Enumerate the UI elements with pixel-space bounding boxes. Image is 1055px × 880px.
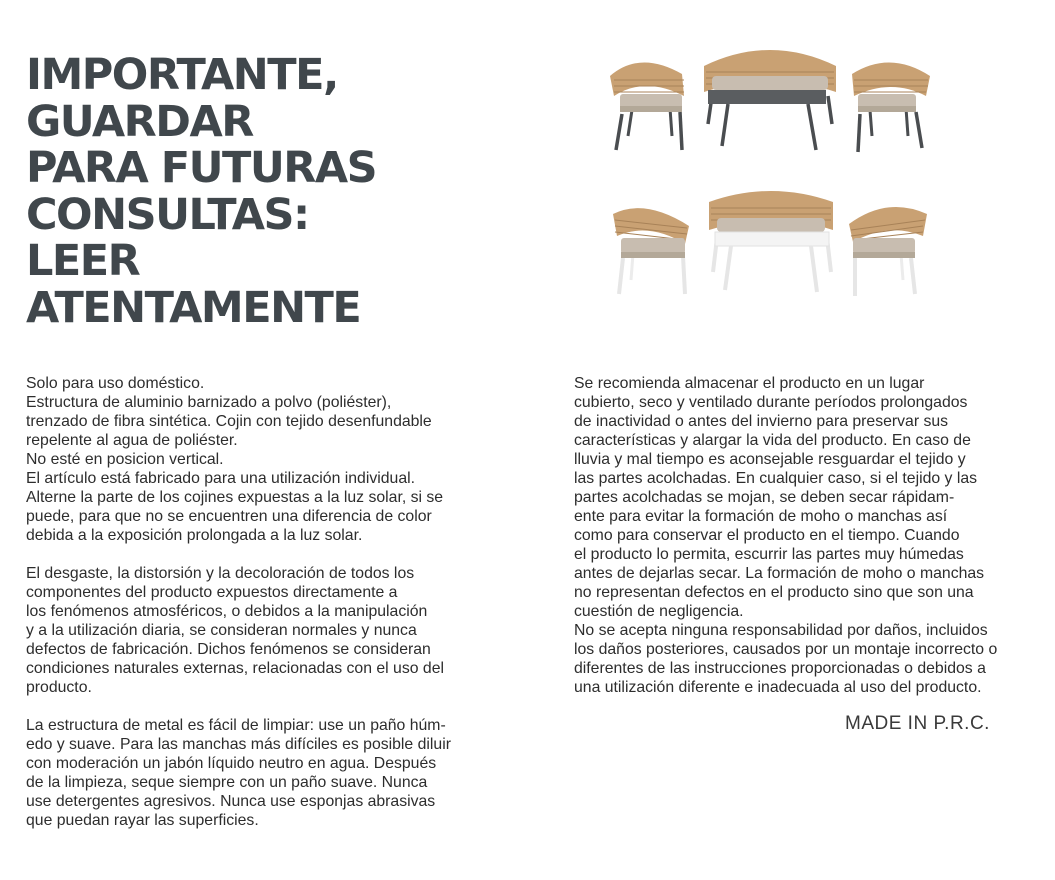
text-line: de inactividad o antes del invierno para preservar sus [574,413,949,430]
paragraph-storage [574,374,1044,621]
title-line: LEER [26,236,140,286]
paragraph-usage [26,374,526,545]
text-line: Solo para uso doméstico. [26,375,205,392]
made-in-label: MADE IN P.R.C. [845,713,990,734]
text-line: debida a la exposición prolongada a la luz solar. [26,527,363,544]
text-line: el producto lo permita, escurrir las partes muy húmedas [574,546,964,563]
text-line: repelente al agua de poliéster. [26,432,238,449]
page-title [26,52,376,331]
title-line: IMPORTANTE, [26,50,338,100]
paragraph-cleaning [26,716,526,830]
text-line: El desgaste, la distorsión y la decoloración de todos los [26,565,415,582]
text-line: diferentes de las instrucciones proporcionadas o debidos a [574,660,986,677]
text-line: No se acepta ninguna responsabilidad por daños, incluidos [574,622,988,639]
text-line: El artículo está fabricado para una utilización individual. [26,470,416,487]
text-line: partes acolchadas se mojan, se deben secar rápidam- [574,489,955,506]
text-line: Se recomienda almacenar el producto en un lugar [574,375,925,392]
text-line: de la limpieza, seque siempre con un paño suave. Nunca [26,774,428,791]
right-armchair [852,62,930,152]
text-line: y a la utilización diaria, se consideran normales y nunca [26,622,417,639]
paragraph-wear [26,564,526,697]
title-line: GUARDAR [26,96,253,147]
text-line: los daños posteriores, causados por un montaje incorrecto o [574,641,998,658]
text-line: producto. [26,679,92,696]
text-line: Alterne la parte de los cojines expuestas a la luz solar, si se [26,489,444,506]
text-line: cubierto, seco y ventilado durante períodos prolongados [574,394,968,411]
dark-furniture-set-image [600,36,940,160]
text-line: edo y suave. Para las manchas más difíciles es posible diluir [26,736,451,753]
paragraph-liability [574,621,1044,697]
coffee-table [715,232,829,292]
text-line: lluvia y mal tiempo es aconsejable resguardar el tejido y [574,451,966,468]
text-line: antes de dejarlas secar. La formación de moho o manchas [574,565,985,582]
text-line: una utilización diferente e inadecuada al uso del producto. [574,679,982,696]
text-line: La estructura de metal es fácil de limpiar: use un paño húm- [26,717,446,734]
right-armchair [849,207,927,296]
text-line: con moderación un jabón líquido neutro en agua. Después [26,755,437,772]
title-line: PARA FUTURAS [26,143,377,193]
text-line: use detergentes agresivos. Nunca use esponjas abrasivas [26,793,436,810]
text-line: No esté en posicion vertical. [26,451,224,468]
sofa [704,50,836,124]
text-line: que puedan rayar las superficies. [26,812,259,829]
left-armchair [613,208,689,294]
text-line: defectos de fabricación. Dichos fenómenos se consideran [26,641,431,658]
text-line: puede, para que no se encuentren una diferencia de color [26,508,432,525]
text-line: ente para evitar la formación de moho o manchas así [574,508,948,525]
text-line: Estructura de aluminio barnizado a polvo (poliéster), [26,394,392,411]
text-line: las partes acolchadas. En cualquier caso, si el tejido y las [574,470,978,487]
text-line: no representan defectos en el producto sino que son una [574,584,974,601]
title-line: ATENTAMENTE [26,282,361,333]
text-line: características y alargar la vida del producto. En caso de [574,432,971,449]
text-line: trenzado de fibra sintética. Cojin con tejido desenfundable [26,413,432,430]
text-line: cuestión de negligencia. [574,603,744,620]
white-furniture-set-image [605,182,935,302]
coffee-table [708,90,826,150]
text-line: componentes del producto expuestos directamente a [26,584,398,601]
left-text-column [26,374,526,830]
text-line: como para conservar el producto en el tiempo. Cuando [574,527,960,544]
text-line: los fenómenos atmosféricos, o debidos a la manipulación [26,603,428,620]
right-text-column [574,374,1044,697]
title-line: CONSULTAS: [26,189,309,240]
text-line: condiciones naturales externas, relacionadas con el uso del [26,660,445,677]
left-armchair [610,62,684,150]
